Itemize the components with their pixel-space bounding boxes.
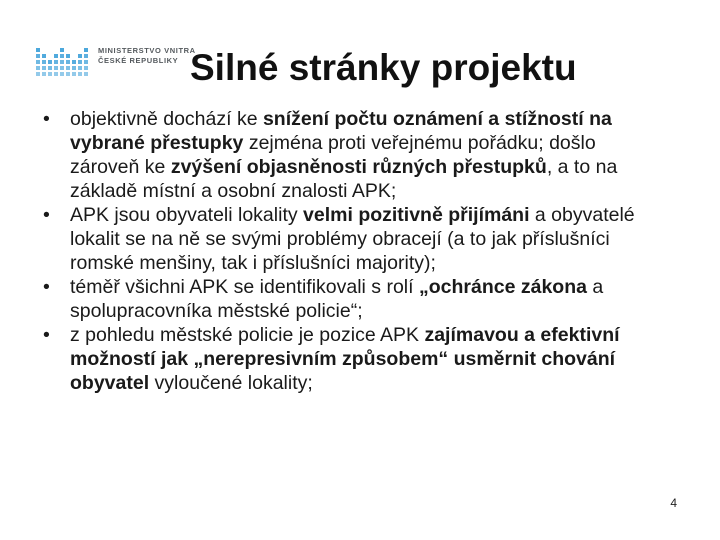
logo-dot xyxy=(42,66,46,70)
bullet-bold-text: zajímavou a efektivní možností jak „nerepresivním způsobem“ usměrnit chování obyvatel xyxy=(70,324,620,394)
logo-dot xyxy=(42,72,46,76)
bullet-bold-text: „ochránce zákona xyxy=(418,276,587,298)
logo-dot xyxy=(84,60,88,64)
slide-title: Silné stránky projektu xyxy=(190,47,577,88)
logo-dot xyxy=(66,60,70,64)
bullet-item xyxy=(43,203,668,275)
logo-dot xyxy=(60,48,64,52)
logo-dot xyxy=(54,60,58,64)
logo-dot xyxy=(84,66,88,70)
logo-dot xyxy=(66,54,70,58)
logo-dot xyxy=(60,60,64,64)
logo-dot xyxy=(36,60,40,64)
ministry-logo-icon xyxy=(34,34,92,78)
bullet-text: , a to na základě místní a osobní znalosti APK; xyxy=(70,156,618,202)
bullet-list xyxy=(43,107,668,395)
logo-dot xyxy=(48,66,52,70)
logo-dot xyxy=(78,60,82,64)
logo-dot xyxy=(36,66,40,70)
logo-dot xyxy=(36,54,40,58)
bullet-text: vyloučené lokality; xyxy=(149,372,313,394)
logo-dot xyxy=(66,66,70,70)
logo-text-line1: MINISTERSTVO VNITRA xyxy=(98,46,196,55)
logo-dot xyxy=(60,54,64,58)
bullet-bold-text: zvýšení objasněnosti různých přestupků xyxy=(170,156,547,178)
page-number: 4 xyxy=(670,496,677,510)
bullet-text: téměř všichni APK se identifikovali s rolí xyxy=(70,276,419,298)
logo-dot xyxy=(72,60,76,64)
logo-dot xyxy=(66,72,70,76)
logo-dot xyxy=(60,66,64,70)
logo-dot xyxy=(78,72,82,76)
logo-dot xyxy=(84,54,88,58)
bullet-marker: • xyxy=(43,108,50,130)
logo-dot xyxy=(54,54,58,58)
bullet-text: z pohledu městské policie je pozice APK xyxy=(70,324,425,346)
logo-dot xyxy=(78,54,82,58)
logo-dot xyxy=(48,60,52,64)
logo-text-line2: ČESKÉ REPUBLIKY xyxy=(98,56,179,65)
logo-dot xyxy=(54,66,58,70)
bullet-text: zejména proti veřejnému pořádku; došlo zároveň ke xyxy=(70,132,596,178)
logo-dot xyxy=(72,66,76,70)
bullet-bold-text: snížení počtu oznámení a stížností na vybrané přestupky xyxy=(70,108,612,154)
ministry-logo xyxy=(34,34,194,78)
logo-dot xyxy=(54,72,58,76)
logo-text xyxy=(98,46,196,66)
bullet-marker: • xyxy=(43,324,50,346)
logo-dot xyxy=(84,48,88,52)
bullet-text: a spolupracovníka městské policie“; xyxy=(70,276,604,322)
logo-dot xyxy=(84,72,88,76)
bullet-item xyxy=(43,107,668,203)
bullet-text: a obyvatelé lokalit se na ně se svými problémy obracejí (a to jak příslušníci romské menšiny, tak i příslušníci majority); xyxy=(70,204,635,274)
logo-dot xyxy=(36,48,40,52)
logo-dot xyxy=(42,60,46,64)
bullet-marker: • xyxy=(43,204,50,226)
bullet-marker: • xyxy=(43,276,50,298)
bullet-bold-text: velmi pozitivně přijímáni xyxy=(303,204,530,226)
bullet-item xyxy=(43,323,668,395)
logo-dot xyxy=(42,54,46,58)
logo-dot xyxy=(60,72,64,76)
logo-dot xyxy=(78,66,82,70)
bullet-text: objektivně dochází ke xyxy=(70,108,263,130)
logo-dot xyxy=(36,72,40,76)
bullet-text: APK jsou obyvateli lokality xyxy=(70,204,304,226)
bullet-item xyxy=(43,275,668,323)
logo-dot xyxy=(48,72,52,76)
logo-dot xyxy=(72,72,76,76)
